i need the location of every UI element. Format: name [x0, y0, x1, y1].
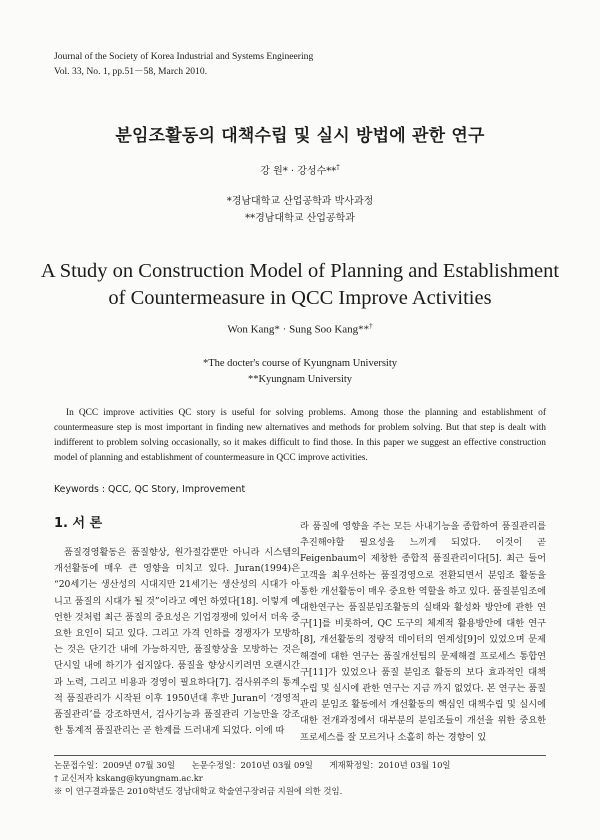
english-title-line-1: A Study on Construction Model of Planning and Establishment	[40, 260, 560, 282]
abstract: In QCC improve activities QC story is useful for solving problems. Among those the planning and establishment of countermeasure step is most important in finding new alternatives and methods for problem solving. But that step is dealt with indifferent to problem solving occasionally, so it makes difficult to find those. In this paper we suggest an effective construction model of planning and establishment of countermeasure in QCC improve activities.	[54, 408, 546, 463]
english-author-dagger: †	[369, 322, 373, 330]
body-left-column	[54, 545, 300, 739]
body-right-column	[300, 519, 546, 746]
english-title	[20, 258, 580, 312]
korean-title: 분임조활동의 대책수립 및 실시 방법에 관한 연구	[115, 126, 485, 146]
corresponding-author: † 교신저자 kskang@kyungnam.ac.kr	[54, 773, 203, 783]
english-affiliations	[0, 356, 600, 388]
korean-author-dagger: †	[336, 163, 340, 172]
korean-author-names: 강 원* · 강성수**	[260, 166, 337, 177]
korean-authors	[0, 162, 600, 177]
journal-issue: Vol. 33, No. 1, pp.51－58, March 2010.	[54, 65, 208, 77]
submission-dates	[54, 759, 465, 772]
english-affiliation-2: **Kyungnam University	[247, 374, 353, 385]
english-affiliation-1: *The docter's course of Kyungnam University	[202, 358, 398, 369]
body-left-paragraph: 품질경영활동은 품질향상, 원가절감뿐만 아니라 시스템의 개선활동에 매우 큰 영향을 미치고 있다. Juran(1994)은 “20세기는 생산성의 시대지만 21세기는 생산성의 시대가 아니고 품질의 시대가 될 것”이라고 예언 하였다[18]. 이렇게 예언한 것처럼 최근 품질의 중요성은 기업경쟁에 있어서 더욱 중요한 요인이 되고 있다. 그리고 가격 인하를 경쟁자가 모방하는 것은 단기간 내에 가능하지만, 품질향상을 모방하는 것은 단시일 내에 하기가 쉽지않다. 품질을 향상시키려면 오랜시간과 노력, 그리고 비용과 경영이 필요하다[7]. 검사위주의 통계적 품질관리가 시작된 이후 1950년대 후반 Juran이 ‘경영적 품질관리’를 강조하면서, 검사기능과 품질관리 기능만을 강조한 통계적 품질관리는 곧 한계를 드러내게 되었다. 이에 따	[54, 547, 300, 737]
received-date: 논문접수일：2009년 07월 30일	[54, 760, 176, 770]
journal-name: Journal of the Society of Korea Industrial and Systems Engineering	[54, 51, 314, 62]
journal-header	[54, 50, 313, 79]
accepted-date: 게재확정일：2010년 03월 10일	[329, 760, 451, 770]
footnote-divider	[54, 755, 546, 756]
english-authors	[0, 322, 600, 336]
body-right-paragraph: 라 품질에 영향을 주는 모든 사내기능을 종합하여 품질관리를 추진해야할 필요성을 느끼게 되었다. 이것이 곧 Feigenbaum이 제창한 종합적 품질관리이다[5]. 최근 들어 고객을 최우선하는 품질경영으로 전환되면서 분임조 활동을 통한 개선활동이 매우 중요한 역할을 하고 있다. 품질분임조에 대한연구는 품질분임조활동의 실태와 활성화 방안에 관한 연구[1]를 비롯하여, QC 도구의 체계적 활용방안에 대한 연구[8], 개선활동의 정량적 데이터의 연계성[9]이 있었으며 문제해결에 대한 연구는 품질개선팀의 문제해결 프로세스 통합연구[11]가 있었으나 품질 분임조 활동의 보다 효과적인 대책 수립 및 실시에 관한 연구는 지금 까지 없었다. 본 연구는 품질관리 분임조 활동에서 개선활동의 핵심인 대책수립 및 실시에 대한 전개과정에서 대부분의 분임조들이 개선을 위한 중요한 프로세스를 잘 모르거나 소홀히 하는 경향이 있	[300, 521, 546, 743]
korean-affiliation-1: *경남대학교 산업공학과 박사과정	[226, 196, 374, 207]
english-author-names: Won Kang* · Sung Soo Kang**	[227, 323, 370, 336]
korean-affiliation-2: **경남대학교 산업공학과	[245, 212, 355, 224]
footnotes	[54, 759, 465, 798]
korean-affiliations	[0, 194, 600, 227]
revised-date: 논문수정일：2010년 03월 09일	[191, 760, 313, 770]
keywords: Keywords : QCC, QC Story, Improvement	[54, 484, 246, 495]
english-title-line-2: of Countermeasure in QCC Improve Activities	[108, 287, 492, 309]
section-1-heading: 1. 서 론	[54, 516, 103, 531]
funding-note: ※ 이 연구결과물은 2010학년도 경남대학교 학술연구장려금 지원에 의한 것임.	[54, 786, 343, 796]
